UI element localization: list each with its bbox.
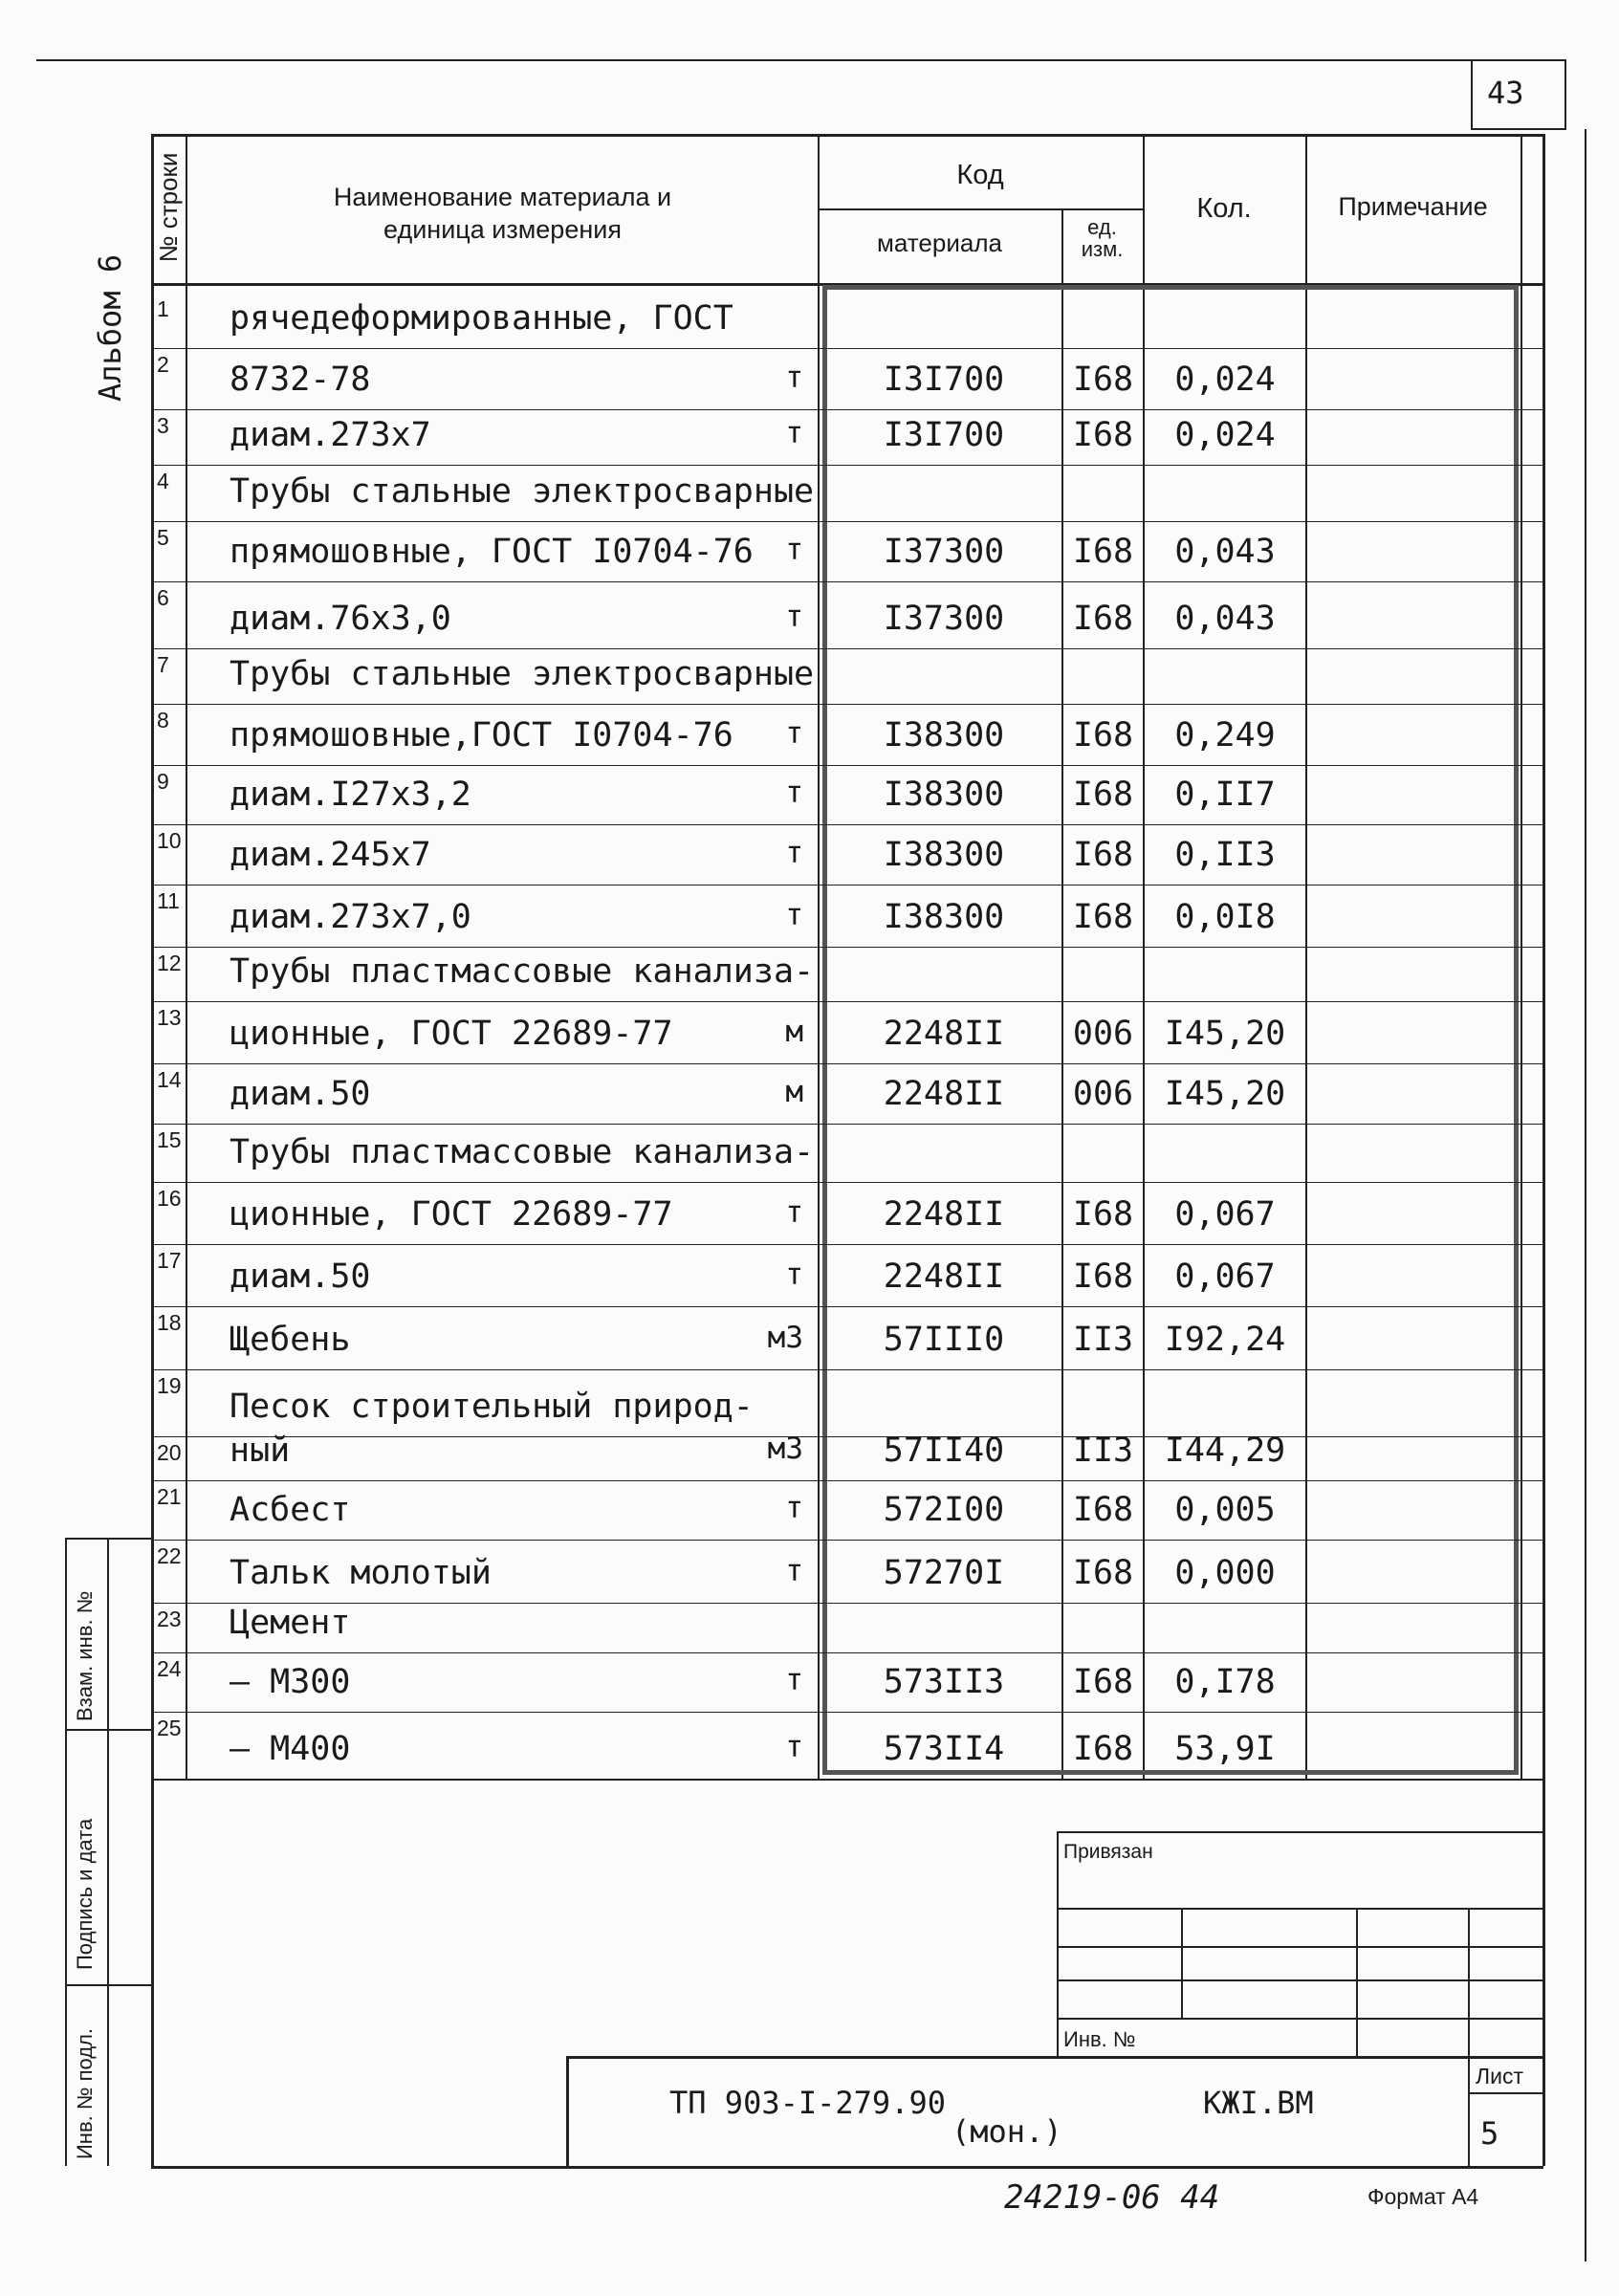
row-unit-code: I68 xyxy=(1072,416,1134,454)
row-unit-code: 006 xyxy=(1072,1075,1134,1113)
row-quantity: 53,9I xyxy=(1174,1730,1276,1768)
row-name: прямошовные,ГОСТ I0704-76 xyxy=(230,716,733,754)
row-quantity: 0,024 xyxy=(1174,416,1276,454)
header-code-material: материала xyxy=(877,229,1002,257)
row-material-code: 572I00 xyxy=(883,1491,1005,1529)
row-unit: м xyxy=(785,1075,803,1109)
row-name: Песок строительный природ- xyxy=(230,1388,754,1426)
table-end-rule xyxy=(151,1779,1543,1781)
row-unit: м3 xyxy=(767,1432,803,1466)
row-unit-code: I68 xyxy=(1072,1554,1134,1592)
row-separator xyxy=(151,1001,1543,1002)
row-name: Щебень xyxy=(230,1321,351,1359)
side-label-inv-podl: Инв. № подл. xyxy=(73,2027,97,2159)
row-unit-code: I68 xyxy=(1072,1730,1134,1768)
row-number: 1 xyxy=(157,296,169,321)
row-number: 6 xyxy=(157,585,169,610)
row-material-code: I38300 xyxy=(883,716,1005,754)
stamp-doc-suffix: (мон.) xyxy=(952,2113,1062,2150)
row-unit: т xyxy=(785,600,803,634)
stamp-grid-c3 xyxy=(1468,1908,1470,2166)
stamp-privyazan-left xyxy=(1057,1831,1059,2056)
col-rule-name xyxy=(818,134,820,1779)
frame-top xyxy=(151,134,1543,137)
row-number: 8 xyxy=(157,708,169,733)
row-separator xyxy=(151,1540,1543,1541)
row-number: 13 xyxy=(157,1005,182,1030)
stamp-sheet-value: 5 xyxy=(1480,2115,1499,2152)
row-name: ный xyxy=(230,1432,291,1470)
row-number: 17 xyxy=(157,1248,182,1273)
row-separator xyxy=(151,1369,1543,1370)
stamp-title-left xyxy=(566,2056,569,2166)
header-qty: Кол. xyxy=(1196,193,1252,224)
row-name: прямошовные, ГОСТ I0704-76 xyxy=(230,533,754,571)
col-rule-no xyxy=(186,134,187,1779)
frame-right xyxy=(1542,134,1545,2166)
row-unit: т xyxy=(785,776,803,810)
row-name: диам.245х7 xyxy=(230,836,431,874)
side-div-1 xyxy=(65,1729,151,1731)
row-number: 12 xyxy=(157,951,182,975)
row-unit-code: I68 xyxy=(1072,898,1134,936)
row-name: диам.273х7 xyxy=(230,416,431,454)
row-unit-code: I68 xyxy=(1072,716,1134,754)
row-number: 15 xyxy=(157,1127,182,1152)
stamp-title-top xyxy=(566,2056,1542,2059)
stamp-sheet-divider xyxy=(1468,2092,1542,2094)
row-unit: т xyxy=(785,898,803,932)
row-quantity: 0,043 xyxy=(1174,600,1276,638)
side-div-2 xyxy=(65,1984,151,1986)
row-name: Цемент xyxy=(230,1604,351,1642)
row-quantity: 0,II7 xyxy=(1174,776,1276,814)
row-material-code: I3I700 xyxy=(883,416,1005,454)
row-number: 20 xyxy=(157,1440,182,1465)
row-name: диам.50 xyxy=(230,1075,371,1113)
row-number: 4 xyxy=(157,469,169,493)
frame-bottom xyxy=(151,2166,1543,2169)
page-number-box-left xyxy=(1471,59,1473,129)
row-material-code: 2248II xyxy=(883,1195,1005,1234)
row-unit-code: I68 xyxy=(1072,600,1134,638)
row-separator xyxy=(151,521,1543,522)
row-name: – М300 xyxy=(230,1663,351,1701)
side-inner xyxy=(107,1538,109,2166)
row-material-code: 57III0 xyxy=(883,1321,1005,1359)
row-unit: т xyxy=(785,716,803,751)
row-number: 7 xyxy=(157,652,169,677)
row-unit: т xyxy=(785,836,803,870)
row-unit: м xyxy=(785,1015,803,1049)
col-rule-note xyxy=(1521,134,1522,1779)
header-code-unit: ед. изм. xyxy=(1081,215,1124,262)
page-number-box-bottom xyxy=(1471,128,1566,130)
row-number: 23 xyxy=(157,1607,182,1631)
row-material-code: I38300 xyxy=(883,898,1005,936)
row-number: 14 xyxy=(157,1067,182,1092)
row-name: Трубы стальные электросварные xyxy=(230,655,815,693)
stamp-doc-code: ТП 903-I-279.90 xyxy=(669,2085,946,2121)
row-unit-code: II3 xyxy=(1072,1321,1134,1359)
stamp-inv-no-label: Инв. № xyxy=(1063,2027,1136,2051)
row-number: 25 xyxy=(157,1716,182,1740)
row-number: 5 xyxy=(157,525,169,550)
row-number: 10 xyxy=(157,828,182,853)
row-separator xyxy=(151,409,1543,410)
row-name: Трубы пластмассовые канализа- xyxy=(230,1133,815,1171)
row-unit-code: II3 xyxy=(1072,1432,1134,1470)
stamp-grid-c1 xyxy=(1181,1908,1183,2020)
row-unit-code: I68 xyxy=(1072,1195,1134,1234)
side-top xyxy=(65,1538,151,1540)
row-material-code: 57270I xyxy=(883,1554,1005,1592)
row-quantity: 0,000 xyxy=(1174,1554,1276,1592)
row-separator xyxy=(151,947,1543,948)
row-name: – М400 xyxy=(230,1730,351,1768)
row-material-code: I38300 xyxy=(883,776,1005,814)
row-quantity: I92,24 xyxy=(1164,1321,1286,1359)
row-unit-code: I68 xyxy=(1072,361,1134,399)
row-name: рячедеформированные, ГОСТ xyxy=(230,299,733,338)
header-row-no: № строки xyxy=(154,152,183,263)
row-quantity: I44,29 xyxy=(1164,1432,1286,1470)
header-name: Наименование материала и единица измерения xyxy=(333,183,672,244)
row-quantity: I45,20 xyxy=(1164,1015,1286,1053)
row-quantity: 0,249 xyxy=(1174,716,1276,754)
row-material-code: 2248II xyxy=(883,1075,1005,1113)
row-separator xyxy=(151,885,1543,886)
row-unit: т xyxy=(785,361,803,395)
row-unit-code: I68 xyxy=(1072,1491,1134,1529)
row-quantity: 0,067 xyxy=(1174,1195,1276,1234)
row-name: диам.I27х3,2 xyxy=(230,776,471,814)
row-unit-code: I68 xyxy=(1072,1663,1134,1701)
row-name: Асбест xyxy=(230,1491,351,1529)
row-number: 11 xyxy=(157,888,180,913)
row-unit: т xyxy=(785,1195,803,1230)
row-unit: м3 xyxy=(767,1321,803,1355)
side-outer-left xyxy=(65,1538,67,2166)
row-separator xyxy=(151,465,1543,466)
right-margin-line xyxy=(1585,129,1586,2262)
row-name: Трубы стальные электросварные xyxy=(230,472,815,511)
row-separator xyxy=(151,581,1543,582)
row-number: 21 xyxy=(157,1484,182,1509)
row-name: диам.273х7,0 xyxy=(230,898,471,936)
row-separator xyxy=(151,348,1543,349)
row-material-code: 573II4 xyxy=(883,1730,1005,1768)
row-unit: т xyxy=(785,1663,803,1697)
row-separator xyxy=(151,1063,1543,1064)
row-number: 24 xyxy=(157,1656,182,1681)
row-unit: т xyxy=(785,533,803,567)
side-label-podpis: Подпись и дата xyxy=(73,1818,97,1970)
top-rule xyxy=(36,59,1566,61)
album-label: Альбом 6 xyxy=(92,253,128,402)
row-quantity: I45,20 xyxy=(1164,1075,1286,1113)
row-name: Тальк молотый xyxy=(230,1554,492,1592)
stamp-grid-c2 xyxy=(1356,1908,1358,2056)
stamp-privyazan-label: Привязан xyxy=(1063,1841,1153,1863)
row-unit-code: I68 xyxy=(1072,533,1134,571)
frame-left xyxy=(151,134,154,2166)
row-name: диам.76х3,0 xyxy=(230,600,451,638)
row-unit: т xyxy=(785,416,803,450)
side-label-vzam: Взам. инв. № xyxy=(73,1590,97,1721)
row-unit-code: I68 xyxy=(1072,836,1134,874)
row-separator xyxy=(151,765,1543,766)
row-separator xyxy=(151,1480,1543,1481)
row-separator xyxy=(151,1306,1543,1307)
row-material-code: 573II3 xyxy=(883,1663,1005,1701)
row-name: диам.50 xyxy=(230,1257,371,1296)
row-number: 2 xyxy=(157,352,169,377)
row-material-code: 2248II xyxy=(883,1015,1005,1053)
row-unit-code: I68 xyxy=(1072,1257,1134,1296)
row-separator xyxy=(151,648,1543,649)
row-separator xyxy=(151,1244,1543,1245)
row-quantity: 0,II3 xyxy=(1174,836,1276,874)
row-unit: т xyxy=(785,1730,803,1764)
row-separator xyxy=(151,824,1543,825)
row-separator xyxy=(151,704,1543,705)
row-number: 19 xyxy=(157,1373,182,1398)
row-number: 3 xyxy=(157,413,169,438)
row-unit: т xyxy=(785,1257,803,1292)
row-quantity: 0,005 xyxy=(1174,1491,1276,1529)
stamp-sheet-label: Лист xyxy=(1476,2064,1523,2088)
row-name: ционные, ГОСТ 22689-77 xyxy=(230,1195,673,1234)
row-material-code: I37300 xyxy=(883,600,1005,638)
page-number-box-right xyxy=(1564,59,1566,129)
row-separator xyxy=(151,1182,1543,1183)
row-quantity: 0,I78 xyxy=(1174,1663,1276,1701)
row-quantity: 0,0I8 xyxy=(1174,898,1276,936)
row-number: 22 xyxy=(157,1543,182,1568)
row-quantity: 0,067 xyxy=(1174,1257,1276,1296)
footer-handwritten-number: 24219-06 44 xyxy=(1004,2178,1220,2217)
row-separator xyxy=(151,1712,1543,1713)
row-material-code: 2248II xyxy=(883,1257,1005,1296)
row-quantity: 0,043 xyxy=(1174,533,1276,571)
row-material-code: 57II40 xyxy=(883,1432,1005,1470)
row-material-code: I3I700 xyxy=(883,361,1005,399)
row-name: ционные, ГОСТ 22689-77 xyxy=(230,1015,673,1053)
row-number: 9 xyxy=(157,769,169,794)
row-quantity: 0,024 xyxy=(1174,361,1276,399)
row-name: 8732-78 xyxy=(230,361,371,399)
row-number: 18 xyxy=(157,1310,182,1335)
row-separator xyxy=(151,1652,1543,1653)
row-unit: т xyxy=(785,1491,803,1525)
row-unit-code: I68 xyxy=(1072,776,1134,814)
header-code: Код xyxy=(956,160,1004,190)
row-number: 16 xyxy=(157,1186,182,1211)
footer-format: Формат А4 xyxy=(1367,2184,1479,2209)
header-note: Примечание xyxy=(1338,192,1488,221)
stamp-mark: КЖI.ВМ xyxy=(1203,2085,1314,2121)
row-separator xyxy=(151,1124,1543,1125)
row-unit-code: 006 xyxy=(1072,1015,1134,1053)
row-separator xyxy=(151,1603,1543,1604)
row-material-code: I38300 xyxy=(883,836,1005,874)
row-name: Трубы пластмассовые канализа- xyxy=(230,952,815,991)
header-code-divider xyxy=(818,208,1143,210)
stamp-privyazan-top xyxy=(1057,1831,1542,1833)
page-number: 43 xyxy=(1487,75,1524,111)
row-material-code: I37300 xyxy=(883,533,1005,571)
row-unit: т xyxy=(785,1554,803,1588)
